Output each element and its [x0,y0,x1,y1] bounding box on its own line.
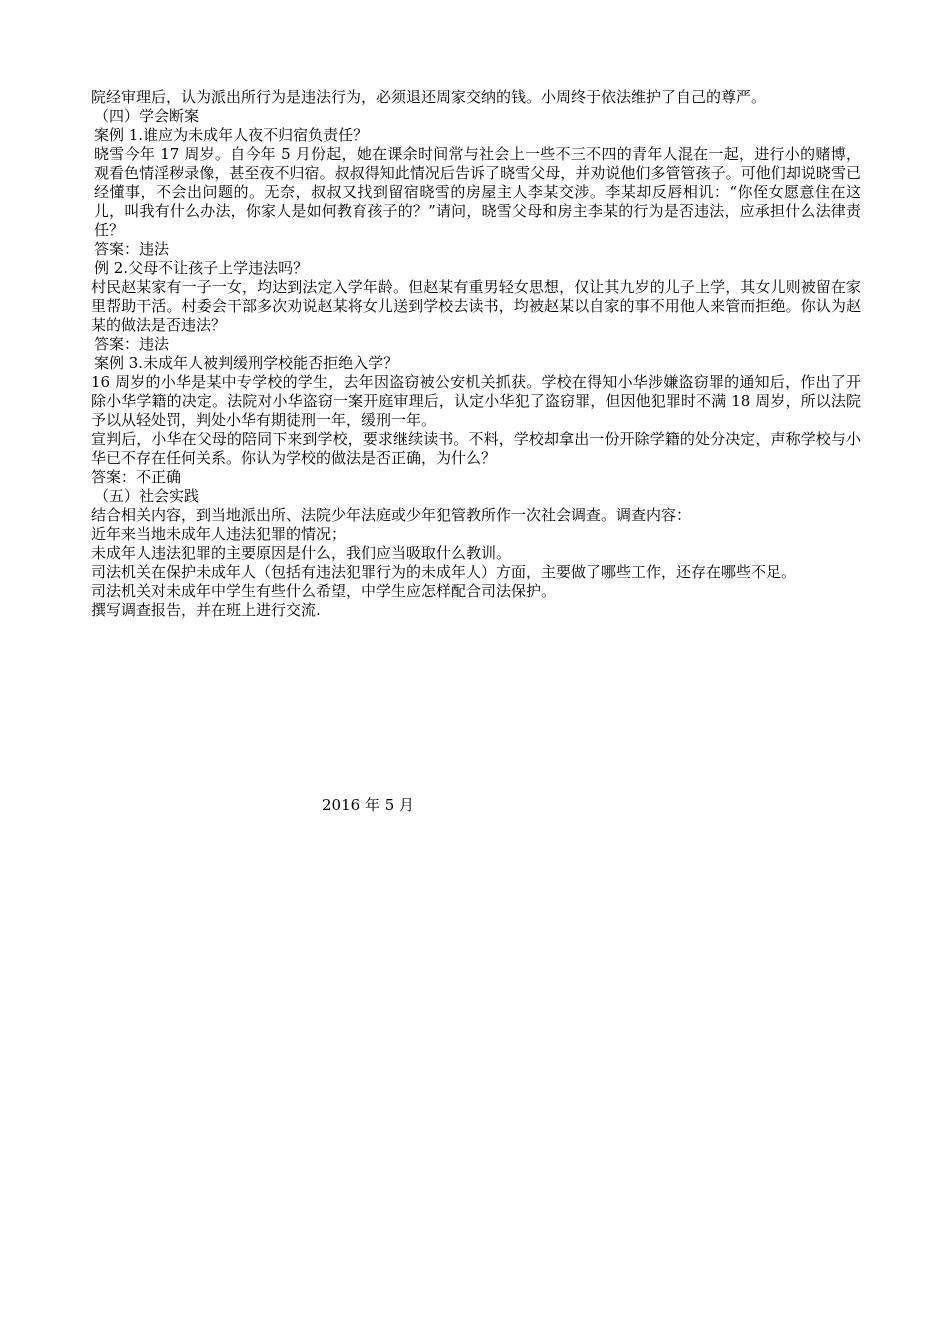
case-1-answer: 答案：违法 [94,240,170,258]
case-3-title: 案例 3.未成年人被判缓刑学校能否拒绝入学？ [94,354,399,372]
survey-item-2: 未成年人违法犯罪的主要原因是什么，我们应当吸取什么教训。 [91,544,512,562]
case-3-answer: 答案：不正确 [91,468,182,486]
case-2-title: 例 2.父母不让孩子上学违法吗？ [94,259,309,277]
paragraph-court-ruling: 院经审理后，认为派出所行为是违法行为，必须退还周家交纳的钱。小周终于依法维护了自己的尊严。 [91,88,767,106]
document-body [91,88,861,620]
case-1-body: 晓雪今年 17 周岁。自今年 5 月份起，她在课余时间常与社会上一些不三不四的青年人混在一起，进行小的赌博，观看色情淫秽录像，甚至夜不归宿。叔叔得知此情况后告诉了晓雪父母，并劝说他们多管管孩子。可他们却说晓雪已经懂事，不会出问题的。无奈，叔叔又找到留宿晓雪的房屋主人李某交涉。李某却反唇相讥：“你侄女愿意住在这儿，叫我有什么办法，你家人是如何教育孩子的？”请问，晓雪父母和房主李某的行为是否违法，应承担什么法律责任？ [94,145,861,239]
case-2-answer: 答案：违法 [94,335,170,353]
survey-item-4: 司法机关对未成年中学生有些什么希望，中学生应怎样配合司法保护。 [91,582,557,600]
case-3-body: 16 周岁的小华是某中专学校的学生，去年因盗窃被公安机关抓获。学校在得知小华涉嫌盗窃罪的通知后，作出了开除小华学籍的决定。法院对小华盗窃一案开庭审理后，认定小华犯了盗窃罪，但因他犯罪时不满 18 周岁，所以法院予以从轻处罚，判处小华有期徒刑一年，缓刑一年。 [91,373,861,429]
case-1-title: 案例 1.谁应为未成年人夜不归宿负责任？ [94,126,369,144]
survey-item-1: 近年来当地未成年人违法犯罪的情况； [91,525,347,543]
case-3-body-continued: 宣判后，小华在父母的陪同下来到学校，要求继续读书。不料，学校却拿出一份开除学籍的处分决定，声称学校与小华已不存在任何关系。你认为学校的做法是否正确，为什么？ [91,430,861,467]
survey-item-3: 司法机关在保护未成年人（包括有违法犯罪行为的未成年人）方面，主要做了哪些工作，还存在哪些不足。 [91,563,797,581]
survey-intro: 结合相关内容，到当地派出所、法院少年法庭或少年犯管教所作一次社会调查。调查内容： [91,506,692,524]
survey-report-instruction: 撰写调查报告，并在班上进行交流. [91,601,321,619]
section-heading-case-study: （四）学会断案 [94,107,200,125]
case-2-body: 村民赵某家有一子一女，均达到法定入学年龄。但赵某有重男轻女思想，仅让其九岁的儿子上学，其女儿则被留在家里帮助干活。村委会干部多次劝说赵某将女儿送到学校去读书，均被赵某以自家的事不用他人来管而拒绝。你认为赵某的做法是否违法？ [91,278,861,334]
section-heading-social-practice: （五）社会实践 [94,487,200,505]
document-date: 2016 年 5 月 [322,796,415,814]
